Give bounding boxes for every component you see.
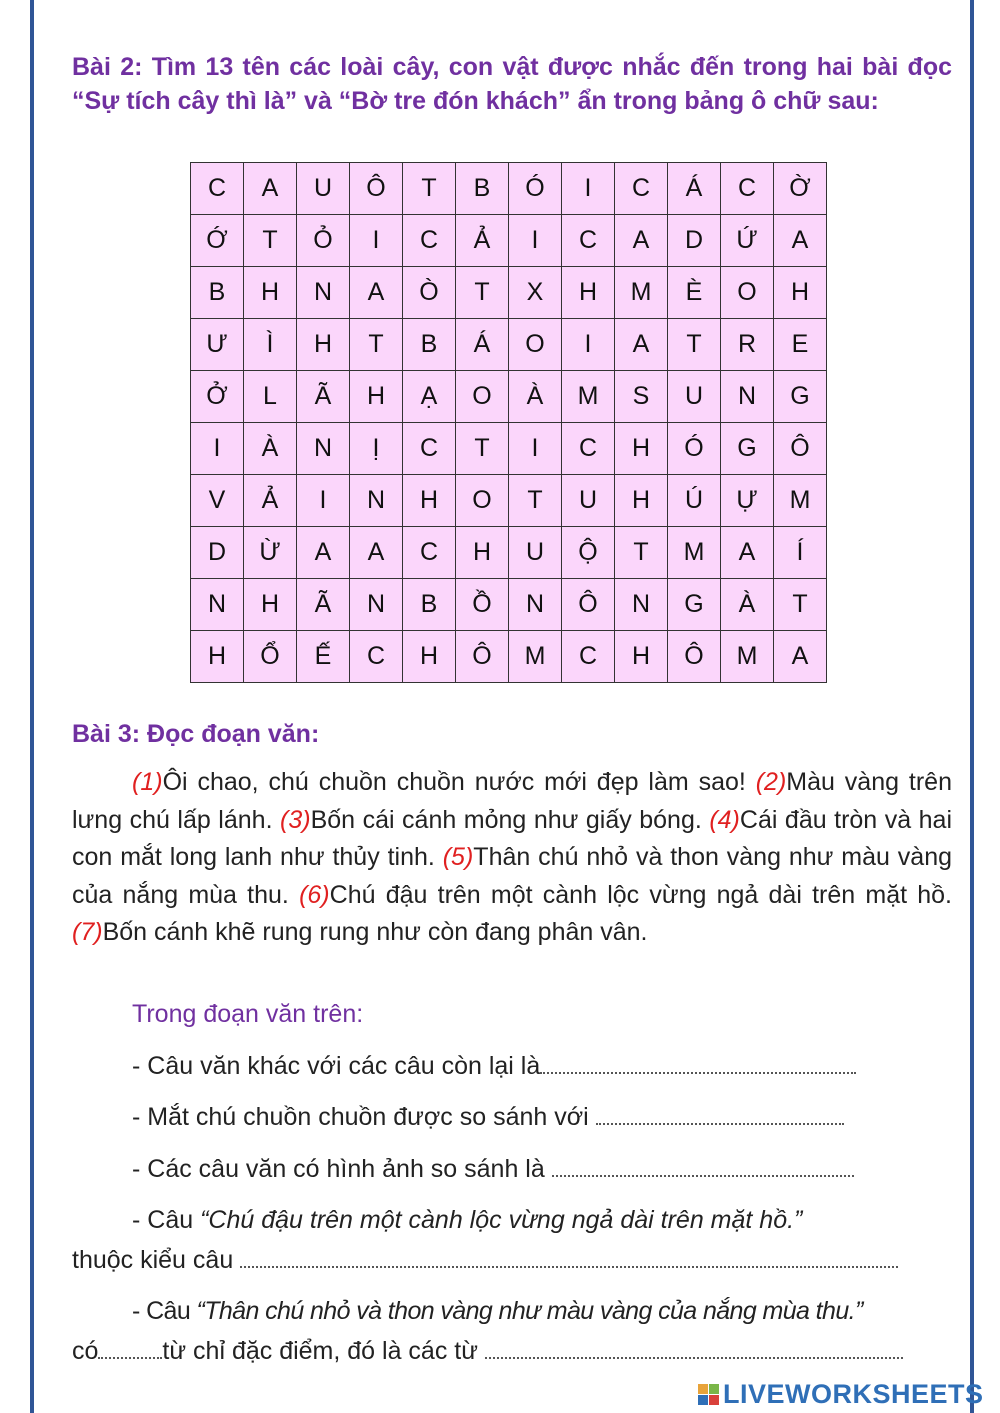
sentence-text: Bốn cái cánh mỏng như giấy bóng. (310, 805, 710, 834)
grid-cell[interactable]: H (456, 527, 509, 579)
grid-cell[interactable]: À (721, 579, 774, 631)
grid-cell[interactable]: T (774, 579, 827, 631)
grid-cell[interactable]: Ồ (456, 579, 509, 631)
grid-cell[interactable]: I (350, 215, 403, 267)
grid-cell[interactable]: À (509, 371, 562, 423)
answer-blank-3[interactable] (552, 1155, 854, 1177)
grid-cell[interactable]: C (721, 163, 774, 215)
grid-cell[interactable]: Ã (297, 579, 350, 631)
grid-cell[interactable]: B (403, 579, 456, 631)
grid-row (191, 475, 827, 527)
grid-row (191, 319, 827, 371)
sentence-text: Bốn cánh khẽ rung rung như còn đang phân vân. (102, 918, 648, 946)
grid-cell[interactable]: U (668, 371, 721, 423)
question-4-line-1 (132, 1206, 802, 1235)
grid-cell[interactable]: Ổ (244, 631, 297, 683)
grid-cell[interactable]: O (509, 319, 562, 371)
grid-row (191, 579, 827, 631)
exercise-3-title: Bài 3: Đọc đoạn văn: (72, 720, 320, 748)
grid-cell[interactable]: H (244, 267, 297, 319)
grid-cell[interactable]: Ờ (774, 163, 827, 215)
grid-cell[interactable]: H (297, 319, 350, 371)
grid-cell[interactable]: T (403, 163, 456, 215)
grid-cell[interactable]: L (244, 371, 297, 423)
grid-row (191, 631, 827, 683)
grid-cell[interactable]: C (350, 631, 403, 683)
answer-blank-1[interactable] (540, 1052, 856, 1074)
grid-cell[interactable]: Ô (668, 631, 721, 683)
grid-cell[interactable]: H (350, 371, 403, 423)
grid-cell[interactable]: I (297, 475, 350, 527)
grid-cell[interactable]: T (456, 267, 509, 319)
grid-cell[interactable]: D (191, 527, 244, 579)
grid-cell[interactable]: Ô (562, 579, 615, 631)
question-4-suffix: thuộc kiểu câu (72, 1246, 234, 1274)
grid-cell[interactable]: A (721, 527, 774, 579)
grid-cell[interactable]: À (244, 423, 297, 475)
grid-cell[interactable]: S (615, 371, 668, 423)
question-5-line-2 (72, 1337, 903, 1366)
grid-cell[interactable]: H (191, 631, 244, 683)
grid-cell[interactable]: Ỏ (297, 215, 350, 267)
grid-cell[interactable]: A (350, 267, 403, 319)
grid-cell[interactable]: M (562, 371, 615, 423)
grid-cell[interactable]: B (191, 267, 244, 319)
grid-row (191, 371, 827, 423)
grid-cell[interactable]: Á (668, 163, 721, 215)
grid-cell[interactable]: A (615, 215, 668, 267)
grid-cell[interactable]: M (721, 631, 774, 683)
sentence-text: Chú đậu trên một cành lộc vừng ngả dài trên mặt hồ. (329, 880, 952, 909)
grid-row (191, 215, 827, 267)
exercise-2-title: Bài 2: Tìm 13 tên các loài cây, con vật được nhắc đến trong hai bài đọc “Sự tích cây thì là” và “Bờ tre đón khách” ẩn trong bảng ô chữ sau: (72, 53, 952, 115)
sentence-number: (5) (442, 843, 474, 871)
grid-cell[interactable]: Ớ (191, 215, 244, 267)
answer-blank-4[interactable] (240, 1246, 898, 1268)
reading-paragraph (72, 764, 952, 952)
answer-blank-5b[interactable] (485, 1337, 903, 1359)
grid-cell[interactable]: I (509, 423, 562, 475)
question-5-co: có (72, 1337, 99, 1365)
grid-cell[interactable]: T (350, 319, 403, 371)
grid-cell[interactable]: Ô (350, 163, 403, 215)
grid-cell[interactable]: Ì (244, 319, 297, 371)
grid-cell[interactable]: A (350, 527, 403, 579)
grid-cell[interactable]: R (721, 319, 774, 371)
grid-cell[interactable]: N (350, 475, 403, 527)
grid-cell[interactable]: C (403, 423, 456, 475)
grid-cell[interactable]: O (456, 371, 509, 423)
question-1-text: - Câu văn khác với các câu còn lại là (132, 1052, 541, 1080)
questions-subheading: Trong đoạn văn trên: (132, 1000, 364, 1028)
question-4-prefix: - Câu (132, 1206, 201, 1234)
grid-row (191, 423, 827, 475)
grid-cell[interactable]: T (615, 527, 668, 579)
sentence-number: (4) (709, 805, 740, 834)
question-2 (132, 1103, 844, 1132)
grid-cell[interactable]: Ô (774, 423, 827, 475)
grid-cell[interactable]: T (456, 423, 509, 475)
grid-cell[interactable]: C (562, 631, 615, 683)
grid-cell[interactable]: Ả (456, 215, 509, 267)
grid-cell[interactable]: M (668, 527, 721, 579)
grid-cell[interactable]: U (297, 163, 350, 215)
grid-cell[interactable]: N (297, 267, 350, 319)
grid-cell[interactable]: I (191, 423, 244, 475)
grid-cell[interactable]: G (721, 423, 774, 475)
grid-cell[interactable]: H (615, 631, 668, 683)
grid-cell[interactable]: Ở (191, 371, 244, 423)
grid-cell[interactable]: I (509, 215, 562, 267)
grid-cell[interactable]: B (456, 163, 509, 215)
grid-cell[interactable]: N (297, 423, 350, 475)
grid-cell[interactable]: A (244, 163, 297, 215)
grid-cell[interactable]: G (668, 579, 721, 631)
grid-cell[interactable]: N (350, 579, 403, 631)
grid-cell[interactable]: Í (774, 527, 827, 579)
sentence-text: Cái đầu tròn và hai con mắt long lanh như thủy tinh. (72, 805, 953, 871)
grid-cell[interactable]: Ị (350, 423, 403, 475)
page-border-right (970, 0, 974, 1413)
sentence-text: Thân chú nhỏ và thon vàng như màu vàng của nắng mùa thu. (72, 843, 952, 909)
grid-cell[interactable]: Ô (456, 631, 509, 683)
grid-cell[interactable]: C (191, 163, 244, 215)
grid-cell[interactable]: A (774, 215, 827, 267)
grid-cell[interactable]: Ạ (403, 371, 456, 423)
grid-cell[interactable]: A (297, 527, 350, 579)
sentence-number: (1) (132, 768, 163, 796)
grid-cell[interactable]: M (509, 631, 562, 683)
grid-cell[interactable]: C (403, 527, 456, 579)
question-3 (132, 1155, 854, 1184)
liveworksheets-logo (698, 1378, 984, 1410)
grid-cell[interactable]: M (615, 267, 668, 319)
grid-cell[interactable]: U (509, 527, 562, 579)
grid-cell[interactable]: A (774, 631, 827, 683)
grid-cell[interactable]: Ó (509, 163, 562, 215)
grid-cell[interactable]: T (244, 215, 297, 267)
question-4-quote: “Chú đậu trên một cành lộc vừng ngả dài trên mặt hồ.” (200, 1206, 803, 1234)
sentence-number: (3) (280, 805, 311, 834)
grid-cell[interactable]: C (615, 163, 668, 215)
page-border-left (30, 0, 34, 1413)
grid-cell[interactable]: H (403, 475, 456, 527)
grid-cell[interactable]: Ừ (244, 527, 297, 579)
grid-cell[interactable]: X (509, 267, 562, 319)
grid-cell[interactable]: D (668, 215, 721, 267)
answer-blank-2[interactable] (596, 1103, 844, 1125)
sentence-text: Ôi chao, chú chuồn chuồn nước mới đẹp làm sao! (162, 768, 756, 796)
grid-cell[interactable]: H (774, 267, 827, 319)
question-5-mid: từ chỉ đặc điểm, đó là các từ (162, 1337, 478, 1365)
grid-cell[interactable]: N (509, 579, 562, 631)
grid-cell[interactable]: Ứ (721, 215, 774, 267)
grid-cell[interactable]: C (403, 215, 456, 267)
grid-cell[interactable]: Ự (721, 475, 774, 527)
answer-blank-5a[interactable] (98, 1337, 162, 1359)
grid-cell[interactable]: E (774, 319, 827, 371)
grid-row (191, 527, 827, 579)
question-5-prefix: - Câu (132, 1297, 197, 1325)
grid-cell[interactable]: Á (456, 319, 509, 371)
grid-cell[interactable]: B (403, 319, 456, 371)
grid-cell[interactable]: M (774, 475, 827, 527)
grid-cell[interactable]: I (562, 163, 615, 215)
question-3-text: - Các câu văn có hình ảnh so sánh là (132, 1155, 545, 1183)
grid-cell[interactable]: Ộ (562, 527, 615, 579)
grid-cell[interactable]: U (562, 475, 615, 527)
grid-cell[interactable]: Ò (403, 267, 456, 319)
grid-cell[interactable]: Ã (297, 371, 350, 423)
grid-cell[interactable]: H (562, 267, 615, 319)
grid-row (191, 163, 827, 215)
logo-text: LIVEWORKSHEETS (723, 1378, 984, 1409)
grid-cell[interactable]: È (668, 267, 721, 319)
grid-cell[interactable]: A (615, 319, 668, 371)
grid-cell[interactable]: C (562, 423, 615, 475)
question-1 (132, 1052, 856, 1081)
grid-cell[interactable]: T (509, 475, 562, 527)
sentence-number: (7) (72, 918, 103, 946)
sentence-number: (6) (299, 880, 330, 909)
grid-cell[interactable]: Ó (668, 423, 721, 475)
grid-cell[interactable]: H (615, 475, 668, 527)
question-2-text: - Mắt chú chuồn chuồn được so sánh với (132, 1103, 589, 1131)
grid-cell[interactable]: C (562, 215, 615, 267)
grid-cell[interactable]: O (456, 475, 509, 527)
grid-cell[interactable]: I (562, 319, 615, 371)
grid-cell[interactable]: N (721, 371, 774, 423)
sentence-text: Màu vàng trên lưng chú lấp lánh. (72, 768, 952, 834)
grid-cell[interactable]: Ả (244, 475, 297, 527)
grid-cell[interactable]: H (244, 579, 297, 631)
word-search-grid (190, 162, 827, 683)
logo-icon (698, 1384, 719, 1405)
grid-cell[interactable]: Ú (668, 475, 721, 527)
grid-cell[interactable]: H (403, 631, 456, 683)
grid-cell[interactable]: Ế (297, 631, 350, 683)
grid-cell[interactable]: N (615, 579, 668, 631)
grid-cell[interactable]: G (774, 371, 827, 423)
grid-cell[interactable]: T (668, 319, 721, 371)
question-5-line-1 (132, 1297, 863, 1326)
grid-cell[interactable]: Ư (191, 319, 244, 371)
grid-cell[interactable]: N (191, 579, 244, 631)
grid-cell[interactable]: H (615, 423, 668, 475)
grid-row (191, 267, 827, 319)
grid-cell[interactable]: O (721, 267, 774, 319)
question-5-quote: “Thân chú nhỏ và thon vàng như màu vàng của nắng mùa thu.” (196, 1297, 863, 1325)
question-4-line-2 (72, 1246, 898, 1275)
grid-cell[interactable]: V (191, 475, 244, 527)
sentence-number: (2) (755, 768, 787, 796)
